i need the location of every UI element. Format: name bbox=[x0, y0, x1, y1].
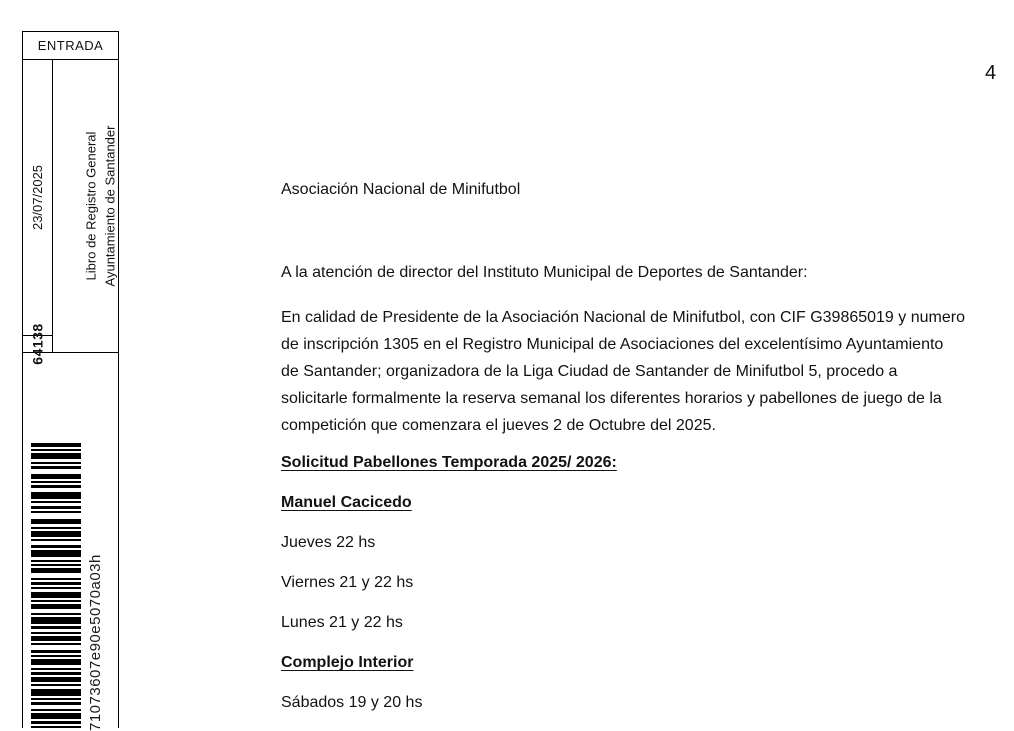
barcode-bar bbox=[31, 485, 81, 488]
body-paragraph bbox=[281, 304, 981, 439]
barcode-bar bbox=[31, 684, 81, 686]
barcode-bar bbox=[31, 604, 81, 609]
barcode-bar bbox=[31, 481, 81, 483]
registry-office-cell bbox=[53, 60, 148, 352]
schedule-item: Jueves 22 hs bbox=[281, 534, 376, 551]
barcode-bar bbox=[31, 582, 81, 585]
barcode-bar bbox=[31, 650, 81, 653]
barcode-bar bbox=[31, 519, 81, 524]
barcode-bar bbox=[31, 531, 81, 537]
registry-number-cell bbox=[23, 323, 52, 365]
registry-stamp-body bbox=[23, 60, 118, 365]
barcode-bar bbox=[31, 492, 81, 499]
barcode-bar bbox=[31, 659, 81, 665]
page-number: 4 bbox=[985, 62, 997, 84]
barcode-bar bbox=[31, 568, 81, 573]
barcode-bar bbox=[31, 443, 81, 447]
barcode-zone bbox=[23, 353, 118, 731]
registry-number: 64138 bbox=[29, 323, 46, 365]
barcode-bar bbox=[31, 511, 81, 513]
barcode-bar bbox=[31, 506, 81, 509]
schedule-item: Sábados 19 y 20 hs bbox=[281, 694, 423, 711]
registry-date: 23/07/2025 bbox=[30, 164, 46, 231]
barcode-bar bbox=[31, 578, 81, 580]
barcode-bar bbox=[31, 702, 81, 705]
schedule-item: Viernes 21 y 22 hs bbox=[281, 574, 414, 591]
salutation-line: A la atención de director del Instituto Municipal de Deportes de Santander: bbox=[281, 264, 808, 281]
barcode-bar bbox=[31, 689, 81, 696]
barcode-bar bbox=[31, 539, 81, 541]
barcode-bar bbox=[31, 709, 81, 711]
registry-office-name bbox=[82, 126, 120, 287]
barcode-bar bbox=[31, 453, 81, 459]
registry-stamp bbox=[22, 31, 119, 731]
barcode-bar bbox=[31, 527, 81, 529]
paragraph-line: competición que comenzara el jueves 2 de Octubre del 2025. bbox=[281, 417, 716, 434]
barcode-bar bbox=[31, 560, 81, 562]
registry-office-line1: Libro de Registro General bbox=[83, 131, 99, 281]
paragraph-line: de inscripción 1305 en el Registro Municipal de Asociaciones del excelentísimo Ayuntamiento bbox=[281, 336, 944, 353]
barcode-value: 71073607e90e5070a03h bbox=[87, 554, 104, 731]
barcode-bar bbox=[31, 449, 81, 451]
barcode-bar bbox=[31, 672, 81, 675]
barcode-bar bbox=[31, 474, 81, 479]
barcode-bar bbox=[31, 677, 81, 682]
barcode-bar bbox=[31, 655, 81, 657]
sender-line: Asociación Nacional de Minifutbol bbox=[281, 181, 521, 198]
barcode-bar bbox=[31, 613, 81, 615]
barcode-bar bbox=[31, 592, 81, 598]
barcode-bars bbox=[31, 443, 81, 728]
barcode-bar bbox=[31, 617, 81, 624]
barcode-bar bbox=[31, 632, 81, 634]
paragraph-line: solicitarle formalmente la reserva semanal los diferentes horarios y pabellones de juego de la bbox=[281, 390, 942, 407]
entrada-label: ENTRADA bbox=[37, 38, 104, 53]
barcode-bar bbox=[31, 721, 81, 724]
barcode-bar bbox=[31, 466, 81, 469]
paragraph-line: de Santander; organizadora de la Liga Ciudad de Santander de Minifutbol 5, procedo a bbox=[281, 363, 898, 380]
barcode-bar bbox=[31, 713, 81, 719]
registry-stamp-left-column bbox=[23, 60, 53, 365]
barcode-bar bbox=[31, 698, 81, 700]
barcode-bar bbox=[31, 545, 81, 548]
barcode-bar bbox=[31, 550, 81, 557]
registry-office-line2: Ayuntamiento de Santander bbox=[102, 125, 118, 287]
registry-stamp-header bbox=[23, 32, 118, 60]
barcode-bar bbox=[31, 636, 81, 641]
barcode-bar bbox=[31, 643, 81, 645]
schedule-item: Lunes 21 y 22 hs bbox=[281, 614, 403, 631]
registry-date-cell bbox=[23, 60, 52, 336]
barcode-bar bbox=[31, 600, 81, 602]
barcode-bar bbox=[31, 462, 81, 464]
barcode-bar bbox=[31, 564, 81, 566]
barcode-bar bbox=[31, 626, 81, 629]
request-heading: Solicitud Pabellones Temporada 2025/ 2026: bbox=[281, 454, 617, 471]
barcode-bar bbox=[31, 587, 81, 589]
paragraph-line: En calidad de Presidente de la Asociación Nacional de Minifutbol, con CIF G39865019 y numero bbox=[281, 309, 965, 326]
section-title-manuel-cacicedo: Manuel Cacicedo bbox=[281, 494, 412, 511]
letter-content bbox=[281, 180, 981, 716]
barcode-bar bbox=[31, 501, 81, 503]
section-title-complejo-interior: Complejo Interior bbox=[281, 654, 414, 671]
barcode-bar bbox=[31, 668, 81, 670]
